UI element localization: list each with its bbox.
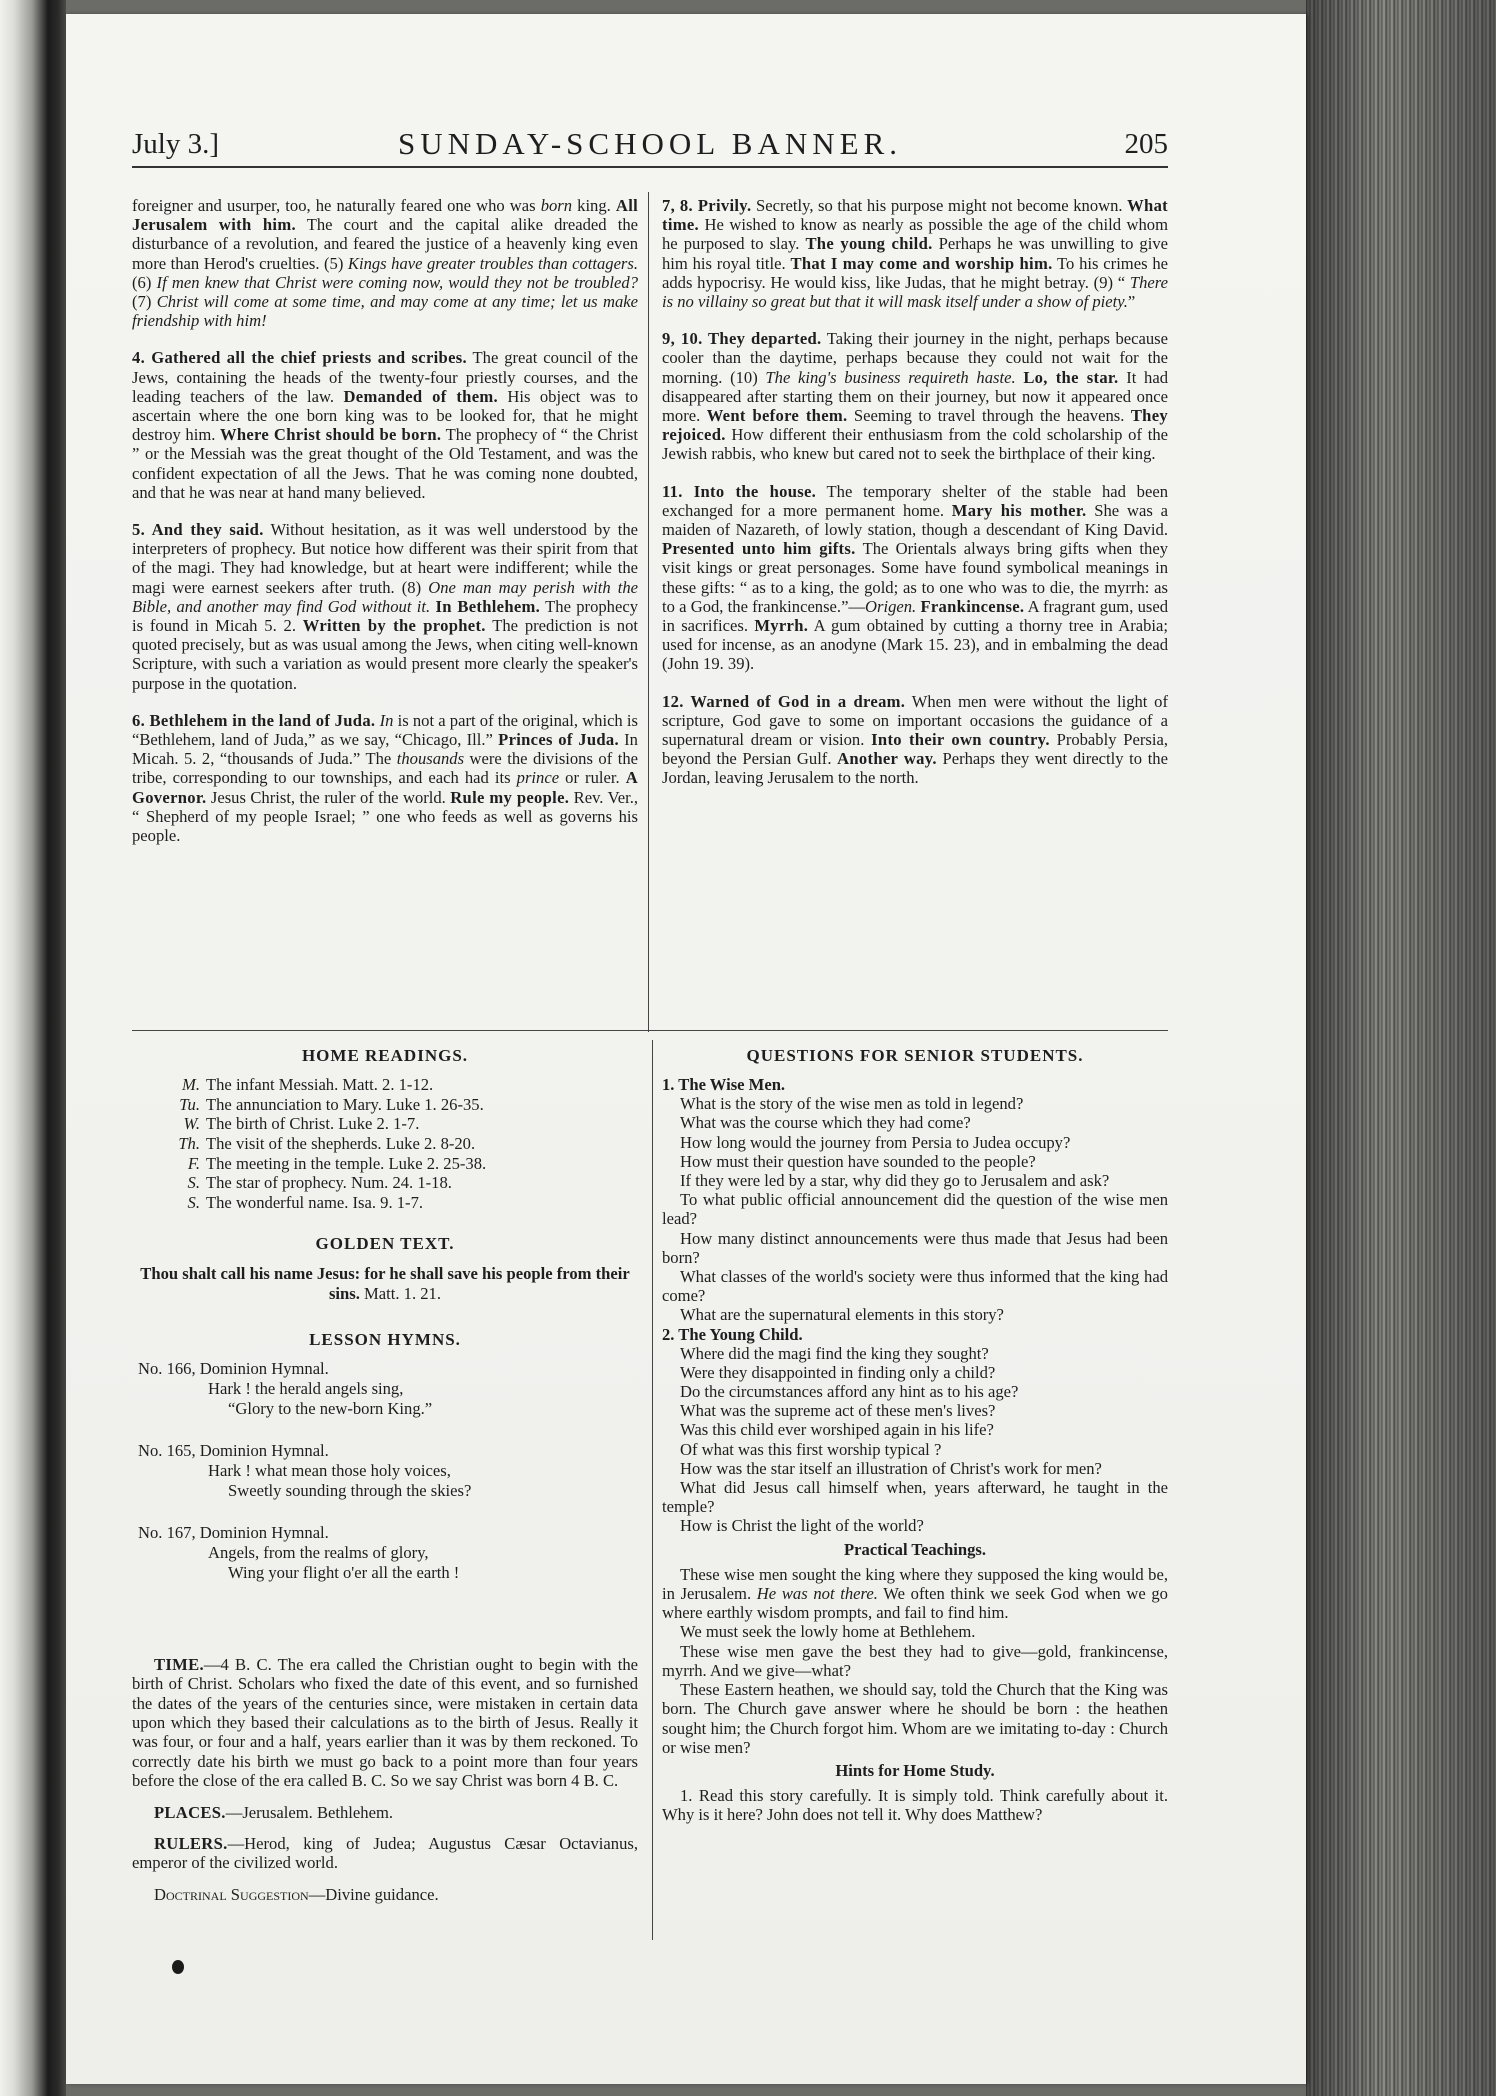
question-item: How must their question have sounded to the people? (680, 1151, 1036, 1171)
bold-phrase: They rejoiced. (662, 406, 1168, 445)
text-run: The prophecy is found in Micah 5. 2. (132, 596, 638, 636)
text-run: The prediction is not quoted precisely, but as was usual among the Jews, when citing well-known Scripture, with such a variation as would present more clearly the speaker's purpose in the quotation. (132, 616, 638, 693)
questions-section-heading: 2. The Young Child. (662, 1324, 803, 1344)
text-run: ” (1127, 292, 1136, 312)
italic-phrase: There is no villainy so great but that it will mask itself under a show of piety. (662, 272, 1168, 312)
hints-text: 1. Read this story carefully. It is simply told. Think carefully about it. Why is it here? John does not tell it. Why does Matthew? (662, 1786, 1168, 1825)
commentary-paragraph (662, 329, 1168, 463)
question-item: What are the supernatural elements in this story? (680, 1305, 1004, 1325)
question-item: Do the circumstances afford any hint as to his age? (680, 1382, 1019, 1402)
italic-phrase: If men knew that Christ were coming now, would they not be troubled? (156, 272, 639, 292)
text-run: We must seek the lowly home at Bethlehem. (680, 1622, 976, 1642)
reading-item (170, 1114, 638, 1134)
question-item: If they were led by a star, why did they go to Jerusalem and ask? (680, 1171, 1110, 1191)
hymn-entry (138, 1441, 638, 1501)
bold-phrase: Written by the prophet. (302, 616, 486, 636)
text-run: The Orientals always bring gifts when they visit kings or great personages. Some have found symbolical meanings in these gifts: “ as to a king, the gold; as to one who was to die, the myrrh: as to a God, the frankincense.”— (662, 539, 1168, 616)
bold-phrase: Princes of Juda. (498, 730, 619, 750)
commentary-paragraph (662, 482, 1168, 674)
reading-item (170, 1193, 638, 1213)
text-run: Perhaps they went directly to the Jordan, leaving Jerusalem to the north. (662, 749, 1168, 788)
italic-phrase: thousands (396, 749, 465, 769)
hymn-line: Hark ! the herald angels sing, (208, 1378, 404, 1398)
header-rule (132, 166, 1168, 168)
bold-phrase: Mary his mother. (951, 500, 1087, 520)
italic-phrase: In (379, 710, 394, 730)
bold-phrase: What time. (662, 196, 1168, 235)
reading-item (170, 1134, 638, 1154)
hints-title: Hints for Home Study. (835, 1760, 995, 1780)
text-run: Seeming to travel through the heavens. (847, 406, 1131, 426)
text-run: is not a part of the original, which is “Bethlehem, land of Juda,” as we say, “Chicago, Ill.” (132, 710, 638, 750)
question-item: How many distinct announcements were thus made that Jesus had been born? (662, 1228, 1168, 1267)
bold-phrase: In Bethlehem. (435, 596, 541, 616)
reading-text: The visit of the shepherds. Luke 2. 8-20. (206, 1133, 476, 1153)
places-label: PLACES. (154, 1802, 226, 1822)
text-run: Secretly, so that his purpose might not become known. (751, 196, 1128, 215)
text-run: These wise men gave the best they had to give—gold, frankincense, myrrh. And we give—what? (662, 1641, 1168, 1680)
commentary-paragraph (132, 711, 638, 845)
reading-item (170, 1075, 638, 1095)
hymn-number: No. 165, Dominion Hymnal. (138, 1440, 329, 1460)
reading-day: S. (187, 1173, 200, 1193)
text-run: These wise men sought the king where they supposed the king would be, in Jerusalem. (662, 1564, 1168, 1604)
reading-text: The wonderful name. Isa. 9. 1-7. (206, 1192, 424, 1212)
questions-column (662, 1046, 1168, 1825)
bold-phrase: Myrrh. (754, 616, 809, 636)
bold-phrase: Frankincense. (920, 596, 1025, 616)
bold-phrase: 5. And they said. (132, 520, 264, 540)
bold-phrase: 4. Gathered all the chief priests and scribes. (132, 348, 467, 368)
rulers-label: RULERS. (154, 1834, 228, 1854)
previous-page-edge (0, 0, 66, 2096)
commentary-left-column (132, 196, 638, 863)
question-item: How is Christ the light of the world? (680, 1516, 924, 1536)
question-list (662, 1344, 1168, 1536)
text-run: or ruler. (559, 768, 626, 788)
question-item: To what public official announcement did the question of the wise men lead? (662, 1190, 1168, 1229)
book-fore-edge (1306, 0, 1496, 2096)
practical-teaching (662, 1680, 1168, 1757)
reading-text: The meeting in the temple. Luke 2. 25-38. (206, 1153, 487, 1173)
question-item: What was the supreme act of these men's lives? (680, 1401, 996, 1421)
running-header (132, 126, 1168, 166)
lesson-hymns-list (132, 1359, 638, 1583)
reading-day: S. (187, 1192, 200, 1212)
reading-day: M. (182, 1075, 200, 1095)
practical-teaching (662, 1642, 1168, 1680)
italic-phrase: He was not there. (756, 1584, 878, 1604)
italic-phrase: Kings have greater troubles than cottagers. (347, 253, 638, 273)
text-run: Perhaps he was unwilling to give him his royal title. (662, 234, 1168, 273)
question-item: What classes of the world's society were thus informed that the king had come? (662, 1267, 1168, 1306)
text-run: king. (572, 196, 616, 215)
time-note (132, 1655, 638, 1791)
hymn-entry (138, 1523, 638, 1583)
text-run: foreigner and usurper, too, he naturally feared one who was (132, 196, 541, 215)
reading-day: Th. (178, 1133, 200, 1153)
column-divider (652, 1040, 653, 1940)
question-item: Was this child ever worshiped again in his life? (680, 1420, 994, 1440)
bold-phrase: A Governor. (132, 768, 638, 807)
reading-text: The star of prophecy. Num. 24. 1-18. (206, 1173, 452, 1193)
reading-item (170, 1173, 638, 1193)
bold-phrase: 7, 8. Privily. (662, 196, 752, 215)
bold-phrase: 12. Warned of God in a dream. (662, 691, 906, 711)
time-label: TIME. (154, 1654, 204, 1674)
rulers-text: —Herod, king of Judea; Augustus Cæsar Octavianus, emperor of the civilized world. (132, 1834, 638, 1873)
commentary-right-column (662, 196, 1168, 806)
bold-phrase: Lo, the star. (1023, 367, 1119, 387)
reading-day: W. (183, 1114, 200, 1134)
golden-text-title: GOLDEN TEXT. (315, 1234, 455, 1254)
italic-phrase: prince (516, 768, 560, 788)
doctrinal-text: —Divine guidance. (308, 1884, 439, 1904)
text-run: were the divisions of the tribe, corresponding to our townships, and each had its (132, 749, 638, 788)
text-run: In Micah. 5. 2, “thousands of Juda.” The (132, 730, 638, 769)
lesson-hymns-title: LESSON HYMNS. (309, 1329, 461, 1349)
question-item: How long would the journey from Persia to Judea occupy? (680, 1132, 1071, 1152)
header-date: July 3.] (132, 128, 219, 160)
bold-phrase: Rule my people. (450, 787, 570, 807)
golden-text (132, 1264, 638, 1304)
golden-text-ref: Matt. 1. 21. (364, 1283, 442, 1303)
header-title: SUNDAY-SCHOOL BANNER. (397, 126, 903, 161)
text-run: The temporary shelter of the stable had been exchanged for a more permanent home. (662, 481, 1168, 520)
page-number: 205 (1124, 128, 1168, 160)
text-run: A fragrant gum, used in sacrifices. (662, 596, 1168, 636)
section-rule (132, 1030, 1168, 1031)
reading-day: F. (187, 1153, 200, 1173)
question-list (662, 1094, 1168, 1324)
hymn-number: No. 166, Dominion Hymnal. (138, 1358, 329, 1378)
text-run: To his crimes he adds hypocrisy. He would kiss, like Judas, that he might betray. (9) “ (662, 253, 1169, 292)
golden-text-body: Thou shalt call his name Jesus: for he shall save his people from their sins. (140, 1263, 630, 1303)
commentary-paragraph (132, 520, 638, 693)
practical-teaching (662, 1622, 1168, 1641)
lesson-helps-column (132, 1046, 638, 1916)
text-run: (7) (132, 292, 157, 312)
text-run: A gum obtained by cutting a thorny tree in Arabia; used for incense, as an anodyne (Mark 15. 23), and in embalming the dead (John 19. 39). (662, 616, 1168, 674)
reading-item (170, 1095, 638, 1115)
text-run: Taking their journey in the night, perhaps because cooler than the daytime, perhaps because they could not wait for the morning. (10) (662, 329, 1169, 387)
bold-phrase: That I may come and worship him. (790, 253, 1053, 273)
question-item: What is the story of the wise men as told in legend? (680, 1094, 1024, 1114)
home-readings-list (132, 1075, 638, 1212)
practical-teachings-title: Practical Teachings. (844, 1539, 986, 1559)
bold-phrase: 11. Into the house. (662, 481, 817, 501)
text-run: Jesus Christ, the ruler of the world. (206, 787, 451, 807)
italic-phrase: Christ will come at some time, and may come at any time; let us make friendship with him! (132, 292, 639, 331)
text-run: (6) (132, 272, 157, 292)
doctrinal-label: Doctrinal Suggestion (154, 1884, 309, 1904)
bold-phrase: 9, 10. They departed. (662, 329, 822, 349)
italic-phrase: born (540, 196, 573, 215)
hymn-line: Wing your flight o'er all the earth ! (228, 1562, 460, 1582)
ink-mark (172, 1960, 184, 1974)
reading-text: The birth of Christ. Luke 2. 1-7. (206, 1114, 420, 1134)
text-run: The prophecy of “ the Christ ” or the Messiah was the great thought of the Old Testament, and was the confident expectation of all the Jews. That he was coming none doubted, and that he was near at hand many believed. (132, 425, 638, 502)
commentary-paragraph (132, 196, 638, 330)
text-run: It had disappeared after starting them on their journey, but now it appeared once more. (662, 367, 1168, 426)
text-run: The court and the capital alike dreaded the disturbance of a revolution, and feared the justice of a heavenly king even more than Herod's cruelties. (5) (132, 215, 638, 273)
commentary-paragraph (662, 196, 1168, 311)
home-readings-title: HOME READINGS. (301, 1046, 469, 1065)
bold-phrase: Demanded of them. (343, 386, 498, 406)
bold-phrase: Into their own country. (871, 730, 1050, 750)
reading-text: The infant Messiah. Matt. 2. 1-12. (206, 1075, 434, 1095)
italic-phrase: The king's business requireth haste. (765, 367, 1016, 387)
bold-phrase: Presented unto him gifts. (662, 539, 856, 559)
text-run: His object was to ascertain where the one born king was to be looked for, that he might destroy him. (132, 386, 638, 445)
reading-item (170, 1154, 638, 1174)
places-note (132, 1803, 638, 1822)
questions-title: QUESTIONS FOR SENIOR STUDENTS. (746, 1046, 1084, 1065)
bold-phrase: 6. Bethlehem in the land of Juda. (132, 710, 376, 730)
text-run: When men were without the light of scripture, God gave to some on important occasions the guidance of a supernatural dream or vision. (662, 691, 1168, 750)
question-item: How was the star itself an illustration of Christ's work for men? (680, 1458, 1102, 1478)
places-text: —Jerusalem. Bethlehem. (225, 1802, 393, 1822)
italic-phrase: One man may perish with the Bible, and another may find God without it. (132, 577, 638, 616)
question-item: What did Jesus call himself when, years afterward, he taught in the temple? (662, 1478, 1168, 1517)
hymn-entry (138, 1359, 638, 1419)
text-run: These Eastern heathen, we should say, told the Church that the King was born. The Church gave answer where he should be born : the heathen sought him; the Church forgot him. Whom are we imitating to-day : Church or wise men? (662, 1680, 1168, 1757)
text-run: The great council of the Jews, containing the heads of the twenty-four priestly courses, and the leading teachers of the law. (132, 348, 638, 406)
question-item: Where did the magi find the king they sought? (680, 1343, 989, 1363)
hymn-line: Angels, from the realms of glory, (208, 1542, 429, 1562)
commentary-paragraph (662, 692, 1168, 788)
question-item: What was the course which they had come? (680, 1113, 971, 1133)
text-run: Rev. Ver., “ Shepherd of my people Israel; ” one who feeds as well as governs his people. (132, 787, 638, 846)
doctrinal-note (132, 1885, 638, 1904)
italic-phrase: Origen. (865, 596, 917, 616)
reading-text: The annunciation to Mary. Luke 1. 26-35. (206, 1094, 484, 1114)
hymn-line: “Glory to the new-born King.” (228, 1398, 433, 1418)
bold-phrase: The young child. (805, 234, 933, 254)
hymn-line: Hark ! what mean those holy voices, (208, 1460, 451, 1480)
text-run: She was a maiden of Nazareth, of lowly station, though a descendant of King David. (662, 500, 1168, 540)
practical-teaching (662, 1565, 1168, 1623)
questions-section-heading: 1. The Wise Men. (662, 1075, 786, 1095)
practical-teachings-list (662, 1565, 1168, 1757)
text-run: Without hesitation, as it was well understood by the interpreters of prophecy. But notice how different was their spirit from that of the magi. They had knowledge, but at heart were indifferent; while the magi were earnest seekers after truth. (8) (132, 520, 638, 597)
text-run: He wished to know as nearly as possible the age of the child whom he purposed to slay. (662, 215, 1168, 254)
commentary-paragraph (132, 348, 638, 502)
hymn-line: Sweetly sounding through the skies? (228, 1480, 472, 1500)
text-run: Probably Persia, beyond the Persian Gulf. (662, 730, 1168, 769)
time-text: —4 B. C. The era called the Christian ought to begin with the birth of Christ. Scholars who fixed the date of this event, and so furnished the dates of the years of the centuries since, were mistaken in certain data upon which they based their calculations as to the birth of Jesus. Really it was four, or four and a half, years earlier than it was by them reckoned. To correctly date his birth we must go back to a point more than four years before the close of the era called B. C. So we say Christ was born 4 B. C. (132, 1654, 638, 1791)
hymn-number: No. 167, Dominion Hymnal. (138, 1522, 329, 1542)
rulers-note (132, 1834, 638, 1873)
bold-phrase: Went before them. (706, 406, 848, 426)
reading-day: Tu. (179, 1094, 200, 1114)
bold-phrase: Where Christ should be born. (219, 425, 442, 445)
column-divider (648, 192, 649, 1032)
bold-phrase: Another way. (837, 749, 937, 769)
text-run: How different their enthusiasm from the cold scholarship of the Jewish rabbis, who knew but cared not to seek the birthplace of their king. (662, 425, 1168, 464)
text-run: We often think we seek God when we go where earthly wisdom prompts, and fail to find him. (662, 1584, 1168, 1623)
question-item: Of what was this first worship typical ? (680, 1439, 942, 1459)
question-item: Were they disappointed in finding only a child? (680, 1362, 996, 1382)
bold-phrase: All Jerusalem with him. (132, 196, 639, 235)
